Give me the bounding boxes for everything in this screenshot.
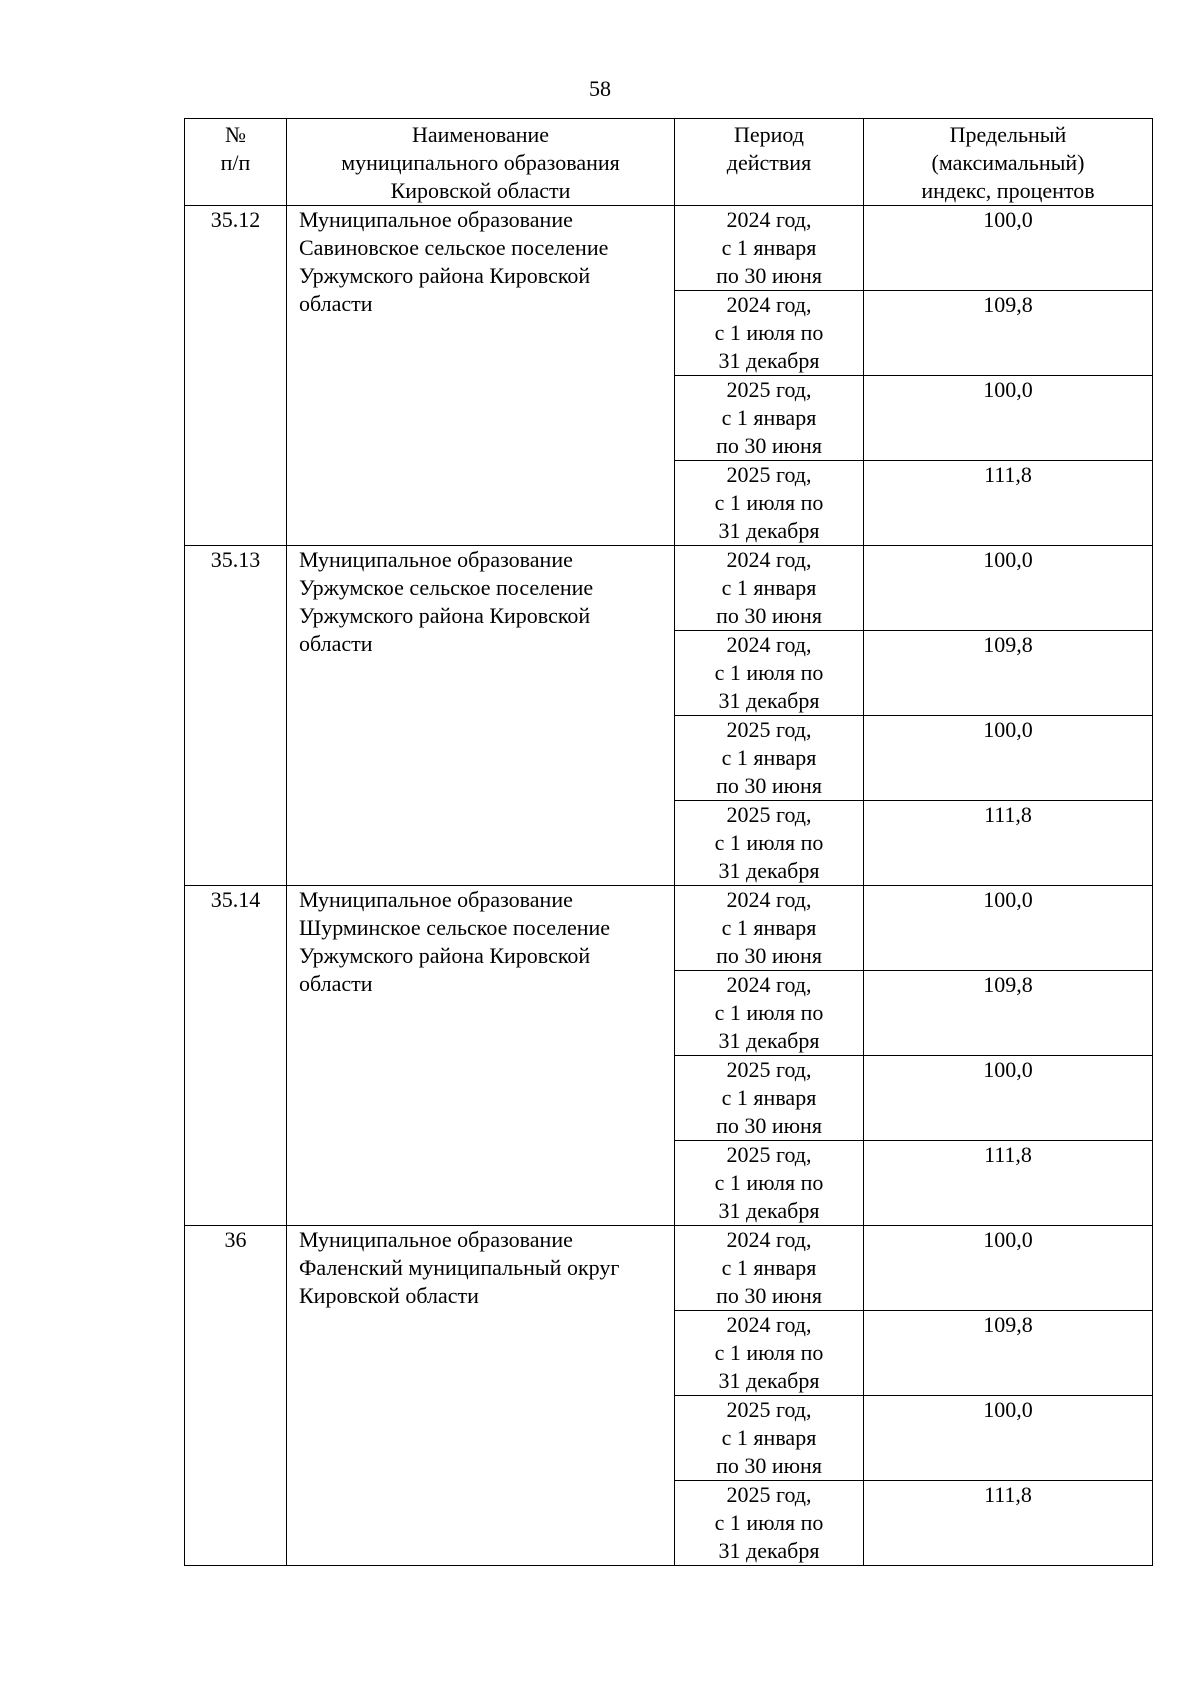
period-cell (675, 206, 864, 291)
index-value: 100,0 (864, 376, 1153, 461)
municipality-name-line: Фаленский муниципальный округ (299, 1255, 620, 1280)
period-cell (675, 461, 864, 546)
period-line: с 1 января (721, 1255, 817, 1280)
period-cell (675, 716, 864, 801)
index-value: 100,0 (864, 886, 1153, 971)
row-number: 35.14 (185, 886, 287, 1226)
municipality-name-line: Муниципальное образование (299, 1227, 573, 1252)
period-line: по 30 июня (716, 1283, 822, 1308)
period-line: с 1 января (721, 405, 817, 430)
period-line: 2025 год, (726, 462, 812, 487)
period-line: с 1 января (721, 915, 817, 940)
period-cell (675, 291, 864, 376)
period-cell (675, 1226, 864, 1311)
period-line: 2024 год, (726, 547, 812, 572)
municipality-name-line: Муниципальное образование (299, 887, 573, 912)
period-cell (675, 1056, 864, 1141)
period-line: с 1 июля по (714, 830, 824, 855)
table-body (185, 206, 1153, 1566)
municipality-name (287, 546, 675, 886)
period-line: с 1 июля по (714, 1000, 824, 1025)
period-line: 2025 год, (726, 1397, 812, 1422)
period-line: по 30 июня (716, 1453, 822, 1478)
table-row (185, 206, 1153, 291)
period-line: 2025 год, (726, 377, 812, 402)
index-value: 109,8 (864, 631, 1153, 716)
municipality-name (287, 206, 675, 546)
municipality-name-line: Шурминское сельское поселение (299, 915, 611, 940)
index-value: 111,8 (864, 461, 1153, 546)
index-value: 109,8 (864, 291, 1153, 376)
period-line: 31 декабря (718, 688, 820, 713)
table-row (185, 1226, 1153, 1311)
period-line: с 1 июля по (714, 490, 824, 515)
period-line: с 1 июля по (714, 1340, 824, 1365)
period-line: с 1 июля по (714, 660, 824, 685)
period-cell (675, 546, 864, 631)
period-line: по 30 июня (716, 1113, 822, 1138)
index-value: 100,0 (864, 1226, 1153, 1311)
header-num: № п/п (185, 119, 287, 206)
municipality-name-line: Муниципальное образование (299, 547, 573, 572)
municipality-name-line: Уржумского района Кировской (299, 943, 591, 968)
period-line: по 30 июня (716, 433, 822, 458)
period-line: с 1 января (721, 235, 817, 260)
period-line: 2025 год, (726, 1142, 812, 1167)
header-index: Предельный (максимальный) индекс, процентов (864, 119, 1153, 206)
period-line: с 1 января (721, 1425, 817, 1450)
header-period: Период действия (675, 119, 864, 206)
index-value: 109,8 (864, 1311, 1153, 1396)
period-line: 2024 год, (726, 632, 812, 657)
period-line: 2024 год, (726, 207, 812, 232)
period-cell (675, 886, 864, 971)
municipality-name-line: области (299, 971, 373, 996)
period-line: 2024 год, (726, 972, 812, 997)
municipality-name-line: области (299, 631, 373, 656)
period-line: с 1 января (721, 575, 817, 600)
period-line: 2025 год, (726, 1057, 812, 1082)
period-line: по 30 июня (716, 943, 822, 968)
period-cell (675, 631, 864, 716)
period-cell (675, 971, 864, 1056)
period-line: 2025 год, (726, 1482, 812, 1507)
row-number: 35.13 (185, 546, 287, 886)
period-line: 31 декабря (718, 348, 820, 373)
period-line: по 30 июня (716, 773, 822, 798)
period-line: 2025 год, (726, 717, 812, 742)
index-value: 100,0 (864, 1396, 1153, 1481)
period-line: с 1 января (721, 745, 817, 770)
period-line: 31 декабря (718, 1538, 820, 1563)
period-line: по 30 июня (716, 603, 822, 628)
period-cell (675, 1396, 864, 1481)
period-line: 2024 год, (726, 1227, 812, 1252)
period-cell (675, 376, 864, 461)
index-value: 100,0 (864, 546, 1153, 631)
index-value: 111,8 (864, 1141, 1153, 1226)
period-cell (675, 801, 864, 886)
row-number: 36 (185, 1226, 287, 1566)
period-line: 2025 год, (726, 802, 812, 827)
index-value: 100,0 (864, 206, 1153, 291)
period-cell (675, 1481, 864, 1566)
index-value: 111,8 (864, 1481, 1153, 1566)
header-name: Наименование муниципального образования Кировской области (287, 119, 675, 206)
period-line: 31 декабря (718, 1198, 820, 1223)
index-value: 109,8 (864, 971, 1153, 1056)
municipality-name-line: Уржумского района Кировской (299, 263, 591, 288)
period-line: 31 декабря (718, 1028, 820, 1053)
period-line: по 30 июня (716, 263, 822, 288)
period-line: 31 декабря (718, 1368, 820, 1393)
period-line: с 1 июля по (714, 1170, 824, 1195)
period-line: 31 декабря (718, 858, 820, 883)
row-number: 35.12 (185, 206, 287, 546)
index-table (184, 118, 1153, 1566)
period-line: 2024 год, (726, 292, 812, 317)
period-cell (675, 1141, 864, 1226)
municipality-name (287, 886, 675, 1226)
index-value: 111,8 (864, 801, 1153, 886)
municipality-name-line: Уржумского района Кировской (299, 603, 591, 628)
table-row (185, 886, 1153, 971)
municipality-name-line: Муниципальное образование (299, 207, 573, 232)
municipality-name-line: Савиновское сельское поселение (299, 235, 609, 260)
period-cell (675, 1311, 864, 1396)
period-line: с 1 июля по (714, 320, 824, 345)
period-line: 2024 год, (726, 887, 812, 912)
period-line: с 1 июля по (714, 1510, 824, 1535)
index-value: 100,0 (864, 1056, 1153, 1141)
table-header-row (185, 119, 1153, 206)
table-row (185, 546, 1153, 631)
period-line: 2024 год, (726, 1312, 812, 1337)
municipality-name-line: области (299, 291, 373, 316)
municipality-name-line: Кировской области (299, 1283, 479, 1308)
period-line: 31 декабря (718, 518, 820, 543)
index-value: 100,0 (864, 716, 1153, 801)
municipality-name (287, 1226, 675, 1566)
page-number: 58 (589, 76, 611, 101)
municipality-name-line: Уржумское сельское поселение (299, 575, 594, 600)
period-line: с 1 января (721, 1085, 817, 1110)
